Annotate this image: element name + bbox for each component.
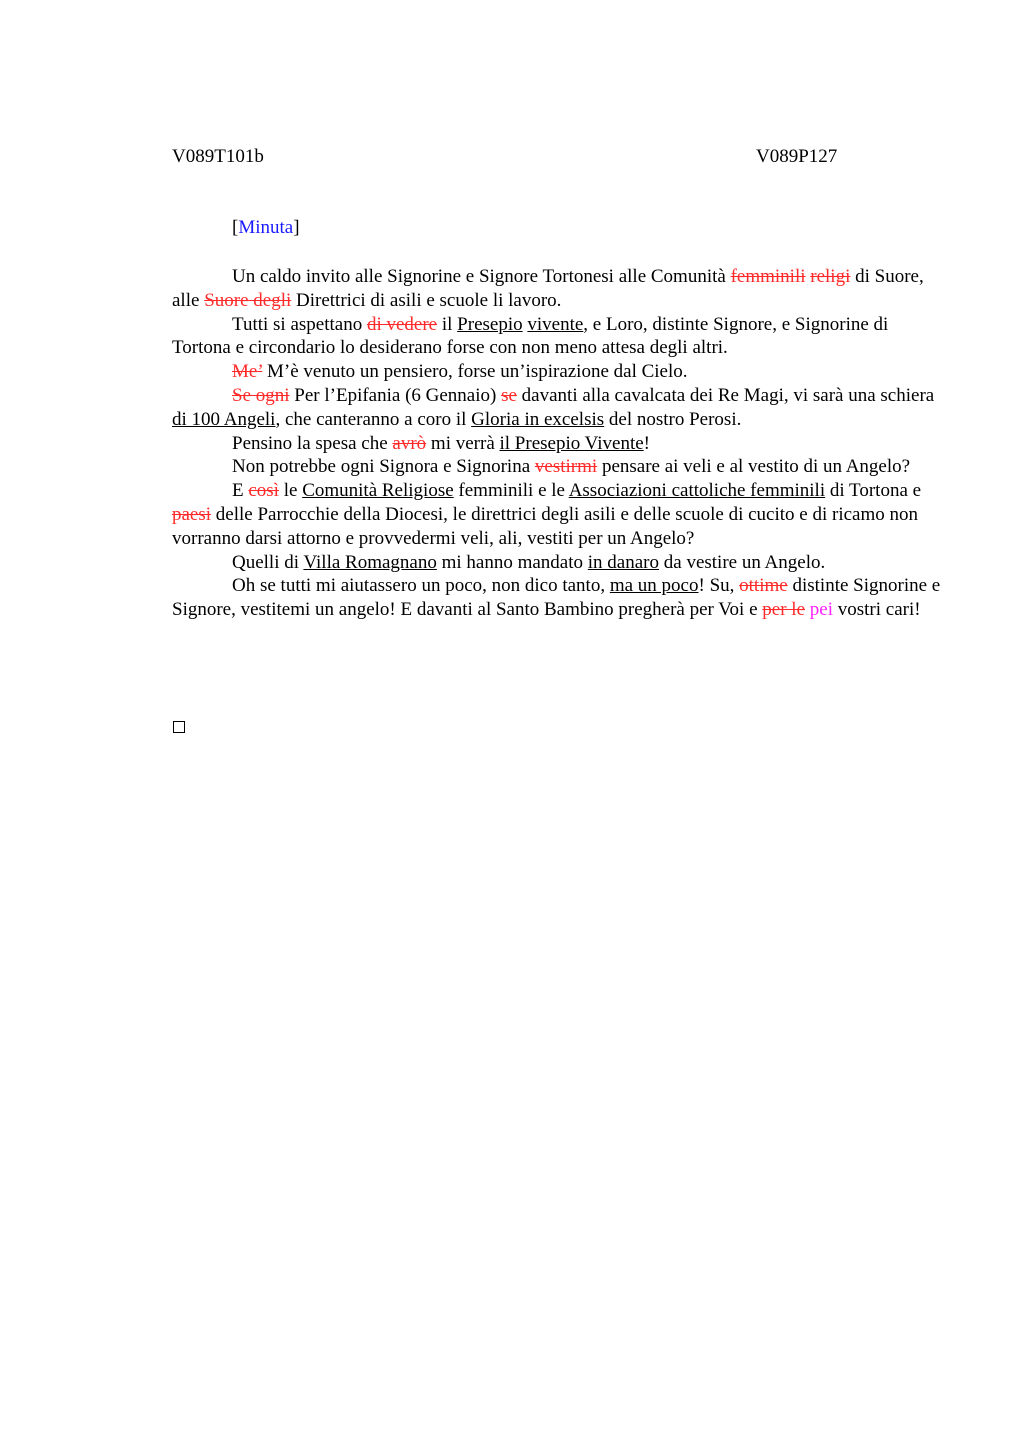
text-segment: Pensino la spesa che: [232, 432, 393, 454]
text-segment: mi verrà: [426, 432, 500, 454]
document-code-left: V089T101b: [172, 146, 264, 167]
text-segment: !: [643, 432, 650, 454]
paragraph-villa-romagnano: [172, 551, 942, 575]
text-segment: Un caldo invito alle Signorine e Signore Tortonesi alle Comunità: [232, 266, 731, 287]
text-segment: del nostro Perosi.: [604, 408, 742, 430]
paragraph-expense: [172, 432, 942, 456]
text-segment: E: [232, 480, 249, 502]
underlined-text: in danaro: [587, 551, 660, 573]
text-segment: di Suore, alle: [172, 266, 924, 311]
text-segment: vostri cari!: [832, 599, 921, 621]
deleted-text: così: [248, 480, 279, 502]
text-segment: M’è venuto un pensiero, forse un’ispirazione dal Cielo.: [262, 361, 688, 383]
underlined-text: di 100 Angeli: [172, 408, 276, 430]
text-segment: delle Parrocchie della Diocesi, le direttrici degli asili e delle scuole di cucito e di ricamo non vorranno darsi attorno e provvedermi veli, ali, vestiti per un Angelo?: [172, 503, 919, 549]
text-segment: Non potrebbe ogni Signora e Signorina: [232, 456, 535, 478]
end-marker-square-icon: [173, 721, 185, 733]
paragraph-expectation: [172, 313, 942, 361]
deleted-text: vestirmi: [534, 456, 598, 478]
paragraph-thought: [172, 360, 942, 384]
text-segment: Quelli di: [232, 551, 304, 573]
deleted-text: avrò: [392, 432, 427, 454]
text-segment: Tutti si aspettano: [232, 313, 367, 335]
paragraph-epiphany: [172, 384, 942, 432]
text-segment: Per l’Epifania (6 Gennaio): [289, 384, 502, 406]
deleted-text: femminili: [730, 266, 806, 287]
inserted-text: pei: [809, 599, 833, 621]
underlined-text: ma un poco: [609, 575, 699, 597]
note-bracket-open: [: [232, 217, 239, 238]
minuta-note: [232, 217, 300, 239]
deleted-text: religi: [810, 266, 851, 287]
text-segment: Direttrici di asili e scuole li lavoro.: [291, 289, 562, 311]
text-segment: ! Su,: [698, 575, 740, 597]
note-bracket-close: ]: [293, 217, 300, 238]
underlined-text: Comunità Religiose: [302, 480, 454, 502]
underlined-text: Presepio: [457, 313, 523, 335]
text-segment: femminili e le: [453, 480, 569, 502]
text-segment: distinte Signorine e Signore, vestitemi un angelo! E davanti al Santo Bambino pregherà per Voi e: [172, 575, 941, 621]
text-segment: Oh se tutti mi aiutassero un poco, non dico tanto,: [232, 575, 610, 597]
underlined-text: Villa Romagnano: [303, 551, 437, 573]
paragraph-closing: [172, 574, 942, 622]
deleted-text: di vedere: [366, 313, 438, 335]
text-segment: , che canteranno a coro il: [275, 408, 472, 430]
text-segment: pensare ai veli e al vestito di un Angelo?: [597, 456, 911, 478]
text-segment: di Tortona e: [825, 480, 922, 502]
note-label: Minuta: [238, 217, 294, 238]
paragraph-communities: [172, 479, 942, 550]
underlined-text: vivente: [527, 313, 584, 335]
document-code-right: V089P127: [756, 146, 838, 167]
paragraph-invitation: [172, 265, 942, 313]
underlined-text: Associazioni cattoliche femminili: [568, 480, 826, 502]
deleted-text: Se ogni: [232, 384, 290, 406]
text-segment: mi hanno mandato: [436, 551, 588, 573]
underlined-text: il Presepio Vivente: [499, 432, 644, 454]
paragraph-veils: [172, 455, 942, 479]
deleted-text: paesi: [172, 503, 212, 525]
text-segment: il: [437, 313, 458, 335]
text-segment: le: [278, 480, 303, 502]
text-segment: da vestire un Angelo.: [659, 551, 826, 573]
text-segment: , e Loro, distinte Signore, e Signorine di Tortona e circondario lo desiderano forse con non meno attesa degli altri.: [172, 313, 889, 359]
deleted-text: per le: [762, 599, 806, 621]
deleted-text: Me’: [232, 361, 263, 383]
deleted-text: ottime: [739, 575, 788, 597]
text-segment: davanti alla cavalcata dei Re Magi, vi sarà una schiera: [516, 384, 935, 406]
underlined-text: Gloria in excelsis: [471, 408, 605, 430]
letter-body: [172, 265, 942, 622]
deleted-text: se: [501, 384, 517, 406]
deleted-text: Suore degli: [204, 289, 292, 311]
